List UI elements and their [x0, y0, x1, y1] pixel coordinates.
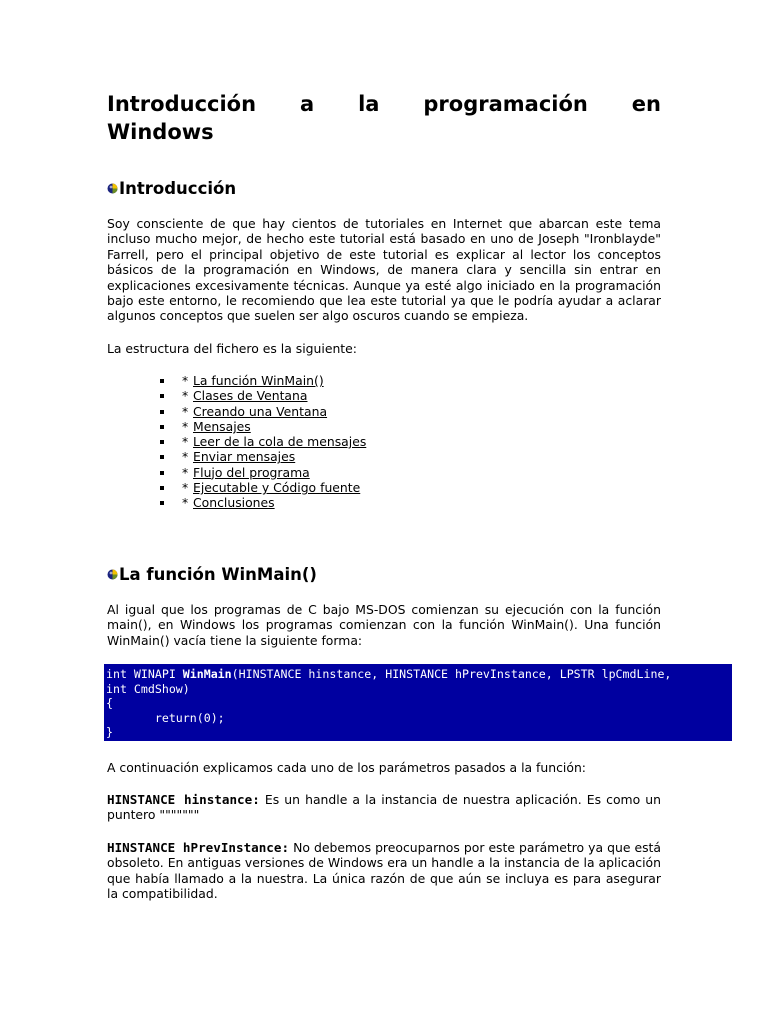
toc-link-mensajes[interactable]: Mensajes	[193, 418, 251, 434]
square-bullet-icon	[160, 501, 164, 505]
toc-item	[162, 495, 335, 510]
winmain-heading-text: La función WinMain()	[119, 565, 317, 584]
code-line-4: return(0);	[106, 710, 225, 725]
toc-item	[162, 434, 367, 450]
square-bullet-icon	[160, 410, 164, 414]
toc-star: *	[182, 495, 189, 511]
code-line-1-prefix: int WINAPI	[106, 667, 183, 681]
code-function-name: WinMain	[182, 667, 232, 681]
param-hprevinstance-label: HINSTANCE hPrevInstance:	[107, 840, 290, 855]
square-bullet-icon	[160, 471, 164, 475]
intro-heading-text: Introducción	[119, 179, 237, 198]
toc-link-ejecutable[interactable]: Ejecutable y Código fuente	[193, 480, 361, 496]
toc-link-winmain[interactable]: La función WinMain()	[193, 373, 324, 388]
param-hinstance	[107, 792, 661, 823]
intro-heading	[107, 179, 236, 198]
table-of-contents	[162, 373, 367, 511]
structure-intro: La estructura del fichero es la siguiente:	[107, 341, 357, 356]
code-line-1	[106, 667, 671, 681]
toc-item	[162, 465, 335, 480]
toc-star: *	[182, 464, 189, 480]
param-hprevinstance	[107, 840, 661, 902]
toc-star: *	[182, 480, 189, 496]
section-bullet-icon	[107, 183, 118, 194]
code-line-1-rest: (HINSTANCE hinstance, HINSTANCE hPrevInstance, LPSTR lpCmdLine,	[231, 667, 672, 681]
toc-link-flujo[interactable]: Flujo del programa	[193, 464, 310, 480]
param-hinstance-text: Es un handle a la instancia de nuestra aplicación. Es como un puntero """""""	[107, 792, 661, 823]
square-bullet-icon	[160, 394, 164, 398]
param-hprevinstance-text: No debemos preocuparnos por este parámetro ya que está obsoleto. En antiguas versiones de Windows era un handle a la instancia de la aplicación que había llamado a la nuestra. La única razón de que aún se incluya es para asegurar la compatibilidad.	[107, 840, 661, 902]
toc-link-creando[interactable]: Creando una Ventana	[193, 403, 328, 419]
winmain-heading	[107, 565, 317, 584]
toc-link-conclusiones[interactable]: Conclusiones	[193, 495, 275, 511]
toc-item	[162, 388, 335, 403]
toc-item	[162, 449, 335, 464]
code-line-5: }	[106, 725, 113, 739]
section-bullet-icon	[107, 569, 118, 580]
toc-link-clases[interactable]: Clases de Ventana	[193, 388, 308, 404]
code-line-3: {	[106, 696, 113, 710]
toc-link-leer[interactable]: Leer de la cola de mensajes	[193, 434, 367, 450]
winmain-paragraph: Al igual que los programas de C bajo MS-DOS comienzan su ejecución con la función main(), en Windows los programas comienzan con la función WinMain(). Una función WinMain() vacía tiene la siguiente forma:	[107, 602, 661, 648]
square-bullet-icon	[160, 379, 164, 383]
title-line-1: Introducción a la programación en	[107, 92, 661, 116]
square-bullet-icon	[160, 486, 164, 490]
toc-star: *	[182, 449, 189, 465]
toc-item	[162, 404, 335, 419]
params-intro: A continuación explicamos cada uno de los parámetros pasados a la función:	[107, 760, 586, 775]
square-bullet-icon	[160, 440, 164, 444]
param-hinstance-label: HINSTANCE hinstance:	[107, 792, 260, 807]
toc-item	[162, 373, 335, 388]
square-bullet-icon	[160, 425, 164, 429]
toc-star: *	[182, 434, 189, 450]
page-title	[107, 90, 661, 146]
code-block	[104, 664, 732, 741]
code-line-2: int CmdShow)	[106, 681, 190, 696]
toc-star: *	[182, 388, 189, 404]
toc-link-enviar[interactable]: Enviar mensajes	[193, 449, 296, 465]
toc-item	[162, 480, 361, 496]
square-bullet-icon	[160, 455, 164, 459]
toc-star: *	[182, 373, 189, 388]
toc-item	[162, 419, 335, 434]
intro-paragraph: Soy consciente de que hay cientos de tutoriales en Internet que abarcan este tema incluso mucho mejor, de hecho este tutorial está basado en uno de Joseph "Ironblayde" Farrell, pero el principal objetivo de este tutorial es explicar al lector los conceptos básicos de la programación en Windows, de manera clara y sencilla sin entrar en explicaciones excesivamente técnicas. Aunque ya esté algo iniciado en la programación bajo este entorno, le recomiendo que lea este tutorial ya que le podría ayudar a aclarar algunos conceptos que suelen ser algo oscuros cuando se empieza.	[107, 216, 661, 324]
title-line-2: Windows	[107, 120, 214, 144]
toc-star: *	[182, 403, 189, 419]
toc-star: *	[182, 418, 189, 434]
